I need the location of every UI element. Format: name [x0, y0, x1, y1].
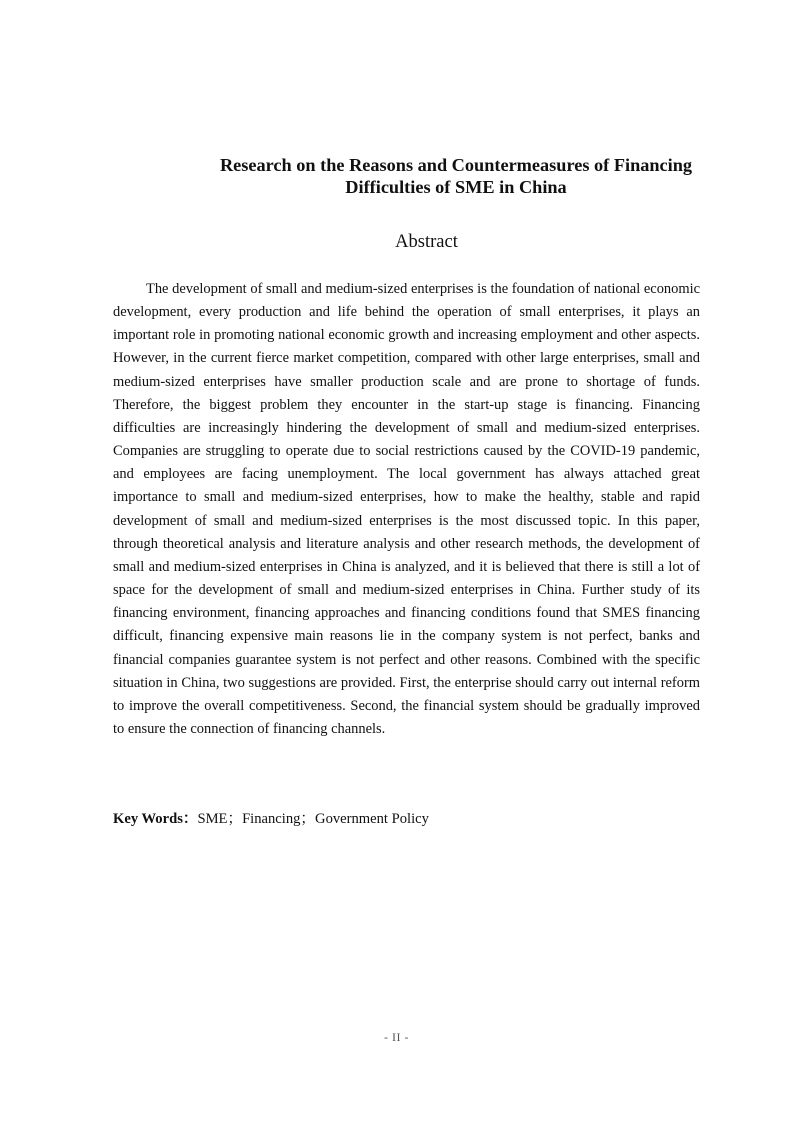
- paper-title-line-2: Difficulties of SME in China: [345, 177, 567, 197]
- paper-title-line-1: Research on the Reasons and Countermeasures of Financing: [219, 155, 693, 175]
- paper-title: [113, 154, 793, 198]
- abstract-body: The development of small and medium-sized enterprises is the foundation of national economic development, every production and life behind the operation of small enterprises, it plays an important role in promoting national economic growth and increasing employment and other aspects. However, in the current fierce market competition, compared with other large enterprises, small and medium-sized enterprises have smaller production scale and are prone to shortage of funds. Therefore, the biggest problem they encounter in the start-up stage is financing. Financing difficulties are increasingly hindering the development of small and medium-sized enterprises. Companies are struggling to operate due to social restrictions caused by the COVID-19 pandemic, and employees are facing unemployment. The local government has always attached great importance to small and medium-sized enterprises, how to make the healthy, stable and rapid development of small and medium-sized enterprises is the most discussed topic. In this paper, through theoretical analysis and literature analysis and other research methods, the development of small and medium-sized enterprises in China is analyzed, and it is believed that there is still a lot of space for the development of small and medium-sized enterprises in China. Further study of its financing environment, financing approaches and financing conditions found that SMES financing difficult, financing expensive main reasons lie in the company system is not perfect, banks and financial companies guarantee system is not perfect and other reasons. Combined with the specific situation in China, two suggestions are provided. First, the enterprise should carry out internal reform to improve the overall competitiveness. Second, the financial system should be gradually improved to ensure the connection of financing channels.: [113, 281, 700, 737]
- keywords-label: Key Words：: [113, 811, 198, 827]
- keywords-line: [113, 808, 429, 830]
- page-number: - II -: [384, 1030, 409, 1044]
- keywords-values: SME；Financing；Government Policy: [197, 811, 429, 827]
- abstract-heading: Abstract: [395, 232, 458, 252]
